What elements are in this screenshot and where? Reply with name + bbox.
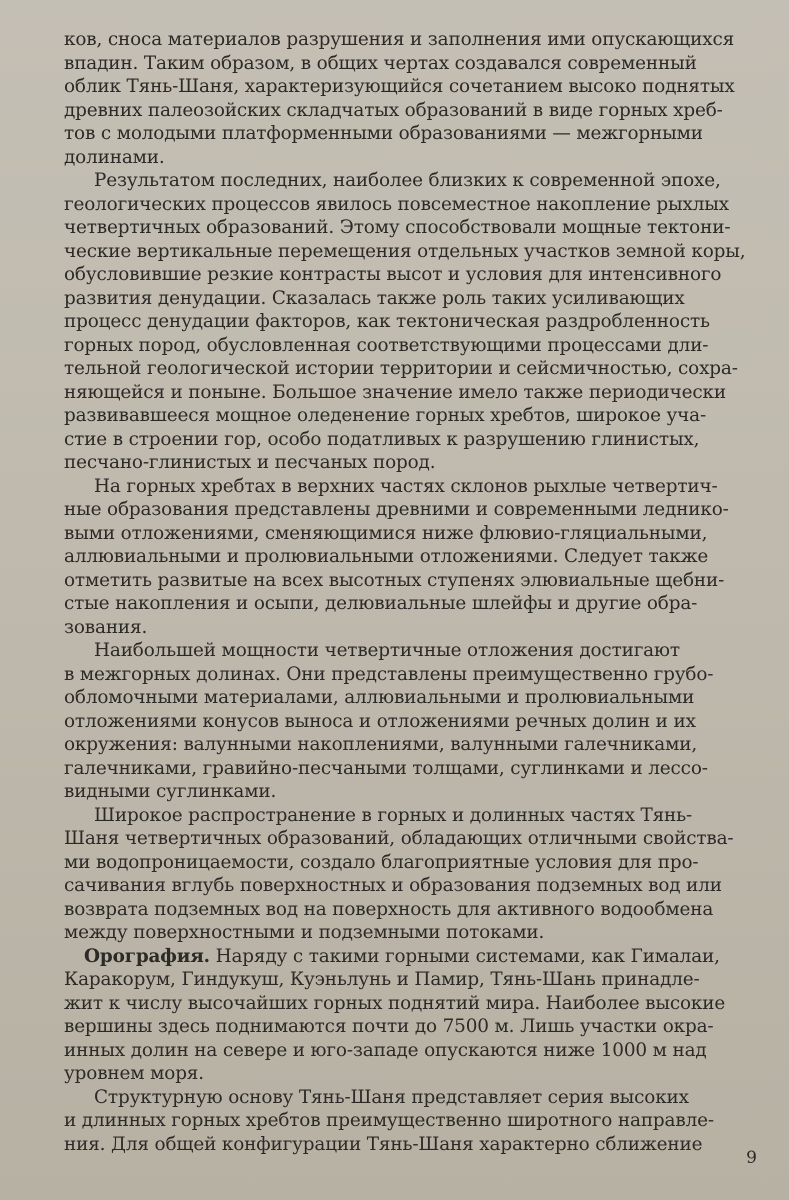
text-line: тов с молодыми платформенными образованиями — межгорными <box>64 123 703 144</box>
page-number: 9 <box>746 1148 757 1168</box>
text-line: облик Тянь-Шаня, характеризующийся сочетанием высоко поднятых <box>64 76 735 97</box>
text-line: горных пород, обусловленная соответствующими процессами дли- <box>64 334 709 356</box>
text-line: стые накопления и осыпи, делювиальные шлейфы и другие обра- <box>64 593 698 614</box>
text-line: Наибольшей мощности четвертичные отложения достигают <box>94 640 680 661</box>
text-line <box>64 945 769 969</box>
text-line: видными суглинками. <box>64 781 277 802</box>
text-line: инных долин на севере и юго-западе опускаются ниже 1000 м над <box>64 1039 707 1061</box>
text-line: выми отложениями, сменяющимися ниже флювио-гляциальными, <box>64 522 708 544</box>
text-line: четвертичных образований. Этому способствовали мощные тектони- <box>64 217 731 238</box>
text-line: возврата подземных вод на поверхность для активного водообмена <box>64 898 714 920</box>
text-line: геологических процессов явилось повсеместное накопление рыхлых <box>64 193 729 215</box>
text-line: На горных хребтах в верхних частях склонов рыхлые четвертич- <box>94 475 718 497</box>
text-line: развития денудации. Сказалась также роль таких усиливающих <box>64 287 685 309</box>
text-line: ми водопроницаемости, создало благоприятные условия для про- <box>64 851 699 873</box>
text-line: впадин. Таким образом, в общих чертах создавался современный <box>64 52 697 74</box>
text-line: ков, сноса материалов разрушения и заполнения ими опускающихся <box>64 29 735 50</box>
paragraph-6 <box>64 945 769 1086</box>
text-line: Шаня четвертичных образований, обладающих отличными свойства- <box>64 828 734 849</box>
text-line: зования. <box>64 616 148 638</box>
text-line: ческие вертикальные перемещения отдельных участков земной коры, <box>64 240 746 262</box>
text-line: аллювиальными и пролювиальными отложениями. Следует также <box>64 546 709 567</box>
text-fragment: Наряду с такими горными системами, как Гималаи, <box>209 945 720 967</box>
paragraph-4 <box>64 639 769 804</box>
text-line: отметить развитые на всех высотных ступенях элювиальные щебни- <box>64 569 725 591</box>
text-line: вершины здесь поднимаются почти до 7500 м. Лишь участки окра- <box>64 1016 714 1037</box>
text-line: стие в строении гор, особо податливых к разрушению глинистых, <box>64 428 700 450</box>
text-line: и длинных горных хребтов преимущественно широтного направле- <box>64 1110 714 1131</box>
text-line: обусловившие резкие контрасты высот и условия для интенсивного <box>64 264 722 285</box>
paragraph-7 <box>64 1086 769 1157</box>
text-line: процесс денудации факторов, как тектоническая раздробленность <box>64 311 710 332</box>
text-line: ния. Для общей конфигурации Тянь-Шаня характерно сближение <box>64 1133 703 1155</box>
text-line: сачивания вглубь поверхностных и образования подземных вод или <box>64 875 722 896</box>
text-line: древних палеозойских складчатых образований в виде горных хреб- <box>64 99 723 121</box>
text-line: няющейся и поныне. Большое значение имело также периодически <box>64 381 726 403</box>
text-line: обломочными материалами, аллювиальными и пролювиальными <box>64 687 695 708</box>
paragraph-2 <box>64 169 769 475</box>
text-line: Каракорум, Гиндукуш, Куэньлунь и Памир, Тянь-Шань принадле- <box>64 969 700 990</box>
text-line: Структурную основу Тянь-Шаня представляет серия высоких <box>94 1086 689 1108</box>
text-line: развивавшееся мощное оледенение горных хребтов, широкое уча- <box>64 405 707 426</box>
text-line: уровнем моря. <box>64 1063 204 1084</box>
text-line: отложениями конусов выноса и отложениями речных долин и их <box>64 710 696 732</box>
text-line: окружения: валунными накоплениями, валунными галечниками, <box>64 734 698 755</box>
text-line: между поверхностными и подземными потоками. <box>64 922 545 943</box>
text-line: долинами. <box>64 146 165 168</box>
body-text <box>64 28 769 1156</box>
text-line: жит к числу высочайших горных поднятий мира. Наиболее высокие <box>64 992 726 1014</box>
section-heading-orography: Орография. <box>84 945 210 967</box>
text-line: Широкое распространение в горных и долинных частях Тянь- <box>94 804 693 826</box>
text-line: ные образования представлены древними и современными леднико- <box>64 499 729 520</box>
text-line: Результатом последних, наиболее близких к современной эпохе, <box>94 170 721 191</box>
text-line: песчано-глинистых и песчаных пород. <box>64 452 436 473</box>
paragraph-1 <box>64 28 769 169</box>
paragraph-5 <box>64 804 769 945</box>
text-line: в межгорных долинах. Они представлены преимущественно грубо- <box>64 663 714 685</box>
paragraph-3 <box>64 475 769 640</box>
text-line: тельной геологической истории территории и сейсмичностью, сохра- <box>64 358 738 379</box>
text-line: галечниками, гравийно-песчаными толщами, суглинками и лессо- <box>64 757 708 779</box>
